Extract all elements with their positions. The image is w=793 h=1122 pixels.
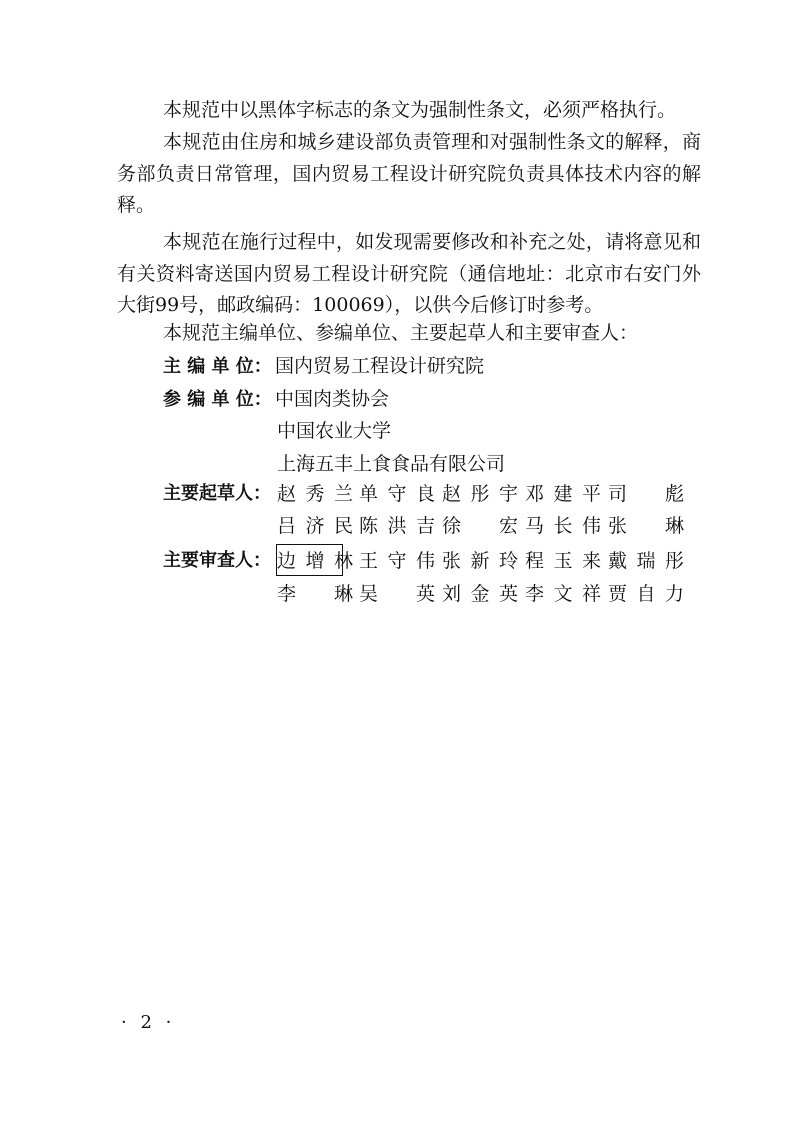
chief-unit-row <box>163 352 484 381</box>
reviewer-name: 刘金英 <box>442 583 518 605</box>
reviewers-label: 主要审查人： <box>163 550 271 571</box>
drafter-name: 陈洪吉 <box>359 515 435 537</box>
drafter-name: 赵秀兰 <box>277 483 353 505</box>
paragraph-feedback: 本规范在施行过程中，如发现需要修改和补充之处，请将意见和有关资料寄送国内贸易工程设计研究院（通信地址：北京市右安门外大街99号，邮政编码：100069），以供今后修订时参考。 <box>117 231 701 316</box>
reviewer-name: 边增林 <box>277 550 353 572</box>
drafter-name: 单守良 <box>359 483 435 505</box>
paragraph-mandatory-clauses: 本规范中以黑体字标志的条文为强制性条文，必须严格执行。 <box>163 99 677 121</box>
drafter-name: 张 琳 <box>608 515 684 537</box>
participating-unit-value: 中国肉类协会 <box>275 388 390 410</box>
drafter-name: 马长伟 <box>525 515 601 537</box>
participating-unit-row <box>163 385 389 414</box>
chief-unit-label: 主 编 单 位： <box>163 356 272 377</box>
reviewer-name: 程玉来 <box>525 550 601 572</box>
drafter-name: 邓建平 <box>525 483 601 505</box>
reviewer-name: 贾自力 <box>608 583 684 605</box>
page-number: · 2 · <box>121 1012 176 1033</box>
chief-unit-value: 国内贸易工程设计研究院 <box>275 355 485 377</box>
paragraph-management: 本规范由住房和城乡建设部负责管理和对强制性条文的解释，商务部负责日常管理，国内贸易工程设计研究院负责具体技术内容的解释。 <box>117 131 701 216</box>
drafter-name: 赵彤宇 <box>442 483 518 505</box>
drafter-name: 吕济民 <box>277 515 353 537</box>
participating-unit-label: 参 编 单 位： <box>163 389 272 410</box>
reviewer-name: 李文祥 <box>525 583 601 605</box>
drafters-label: 主要起草人： <box>163 483 271 504</box>
drafter-name: 司 彪 <box>608 483 684 505</box>
participating-unit-row <box>277 450 505 478</box>
participating-unit-value: 中国农业大学 <box>277 420 392 442</box>
reviewer-name: 张新玲 <box>442 550 518 572</box>
participating-unit-row <box>277 417 391 445</box>
reviewer-name: 吴 英 <box>359 583 435 605</box>
reviewer-name: 李 琳 <box>277 583 353 605</box>
participating-unit-value: 上海五丰上食食品有限公司 <box>277 453 506 475</box>
paragraph-intro-list: 本规范主编单位、参编单位、主要起草人和主要审查人： <box>163 322 639 344</box>
drafter-name: 徐 宏 <box>442 515 518 537</box>
reviewer-name: 戴瑞彤 <box>608 550 684 572</box>
reviewer-name: 王守伟 <box>359 550 435 572</box>
